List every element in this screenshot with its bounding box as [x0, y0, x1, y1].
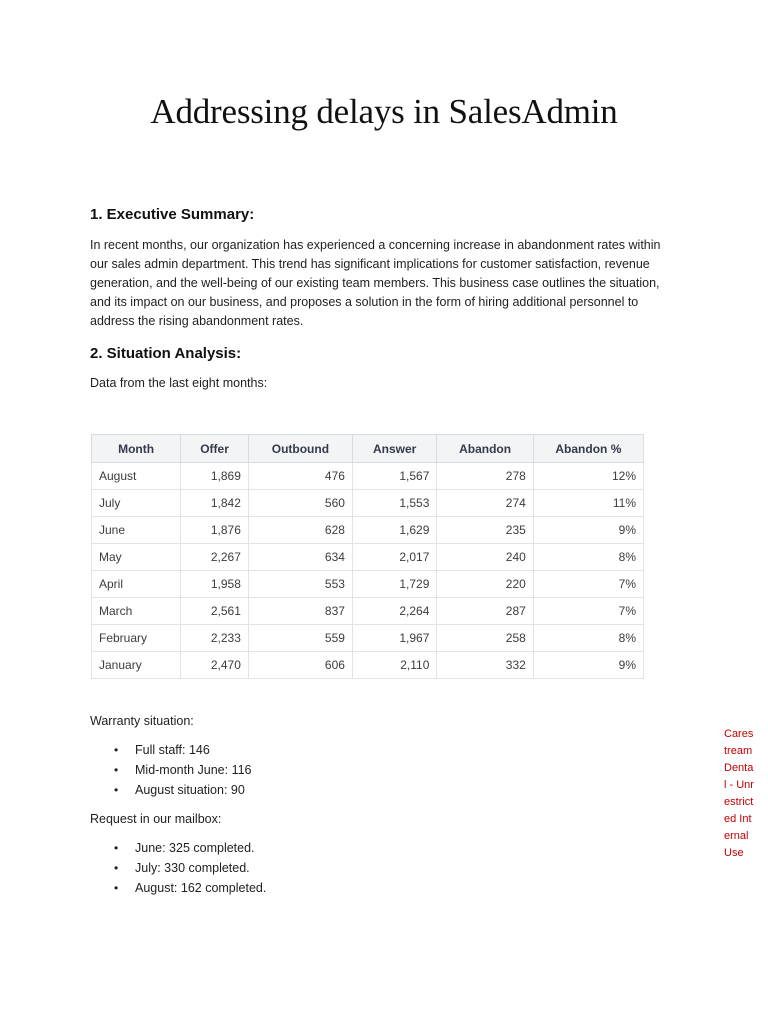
monthly-data-table	[91, 434, 644, 679]
table-cell: 7%	[533, 571, 643, 598]
bullet-icon: •	[114, 743, 119, 757]
warranty-list	[90, 740, 252, 800]
column-header-month: Month	[92, 435, 181, 463]
table-row	[92, 463, 644, 490]
table-cell: June	[92, 517, 181, 544]
warranty-item: Mid-month June: 116	[135, 763, 252, 777]
table-row	[92, 490, 644, 517]
table-cell: 2,233	[181, 625, 249, 652]
table-cell: 12%	[533, 463, 643, 490]
list-item	[90, 878, 266, 898]
table-cell: April	[92, 571, 181, 598]
bullet-icon: •	[114, 763, 119, 777]
table-cell: 9%	[533, 652, 643, 679]
table-cell: 220	[437, 571, 533, 598]
table-cell: 1,876	[181, 517, 249, 544]
list-item	[90, 760, 252, 780]
summary-line: our sales admin department. This trend has significant implications for customer satisfaction, revenue	[90, 257, 650, 271]
table-row	[92, 517, 644, 544]
table-cell: 559	[248, 625, 352, 652]
table-cell: 240	[437, 544, 533, 571]
table-cell: 287	[437, 598, 533, 625]
table-row	[92, 625, 644, 652]
table-cell: 7%	[533, 598, 643, 625]
table-cell: 1,842	[181, 490, 249, 517]
table-cell: 2,267	[181, 544, 249, 571]
table-cell: January	[92, 652, 181, 679]
table-cell: 8%	[533, 544, 643, 571]
table-body	[92, 463, 644, 679]
table-cell: 235	[437, 517, 533, 544]
warranty-label: Warranty situation:	[90, 714, 194, 728]
table-cell: 1,729	[352, 571, 436, 598]
mailbox-label: Request in our mailbox:	[90, 812, 222, 826]
table-cell: 628	[248, 517, 352, 544]
warranty-item: August situation: 90	[135, 783, 245, 797]
table-cell: 634	[248, 544, 352, 571]
table-cell: 278	[437, 463, 533, 490]
table-row	[92, 571, 644, 598]
bullet-icon: •	[114, 841, 119, 855]
bullet-icon: •	[114, 861, 119, 875]
executive-summary-body	[90, 236, 680, 331]
table-cell: 332	[437, 652, 533, 679]
table-cell: May	[92, 544, 181, 571]
table-header-row	[92, 435, 644, 463]
table-cell: 9%	[533, 517, 643, 544]
column-header-offer: Offer	[181, 435, 249, 463]
table-cell: March	[92, 598, 181, 625]
list-item	[90, 780, 252, 800]
table-cell: 2,017	[352, 544, 436, 571]
table-cell: 2,264	[352, 598, 436, 625]
warranty-item: Full staff: 146	[135, 743, 210, 757]
summary-line: and its impact on our business, and proposes a solution in the form of hiring additional personnel to	[90, 295, 639, 309]
table-row	[92, 544, 644, 571]
table-cell: 2,561	[181, 598, 249, 625]
situation-analysis-heading: 2. Situation Analysis:	[90, 345, 242, 362]
table-cell: 476	[248, 463, 352, 490]
table-cell: 1,967	[352, 625, 436, 652]
classification-label: Carestream Dental - Unrestricted Internal Use	[724, 728, 754, 859]
table-cell: 1,629	[352, 517, 436, 544]
table-cell: 1,553	[352, 490, 436, 517]
table-cell: 606	[248, 652, 352, 679]
mailbox-item: June: 325 completed.	[135, 841, 255, 855]
table-cell: 8%	[533, 625, 643, 652]
list-item	[90, 858, 266, 878]
situation-intro: Data from the last eight months:	[90, 376, 268, 390]
table-cell: 274	[437, 490, 533, 517]
table-row	[92, 598, 644, 625]
table-cell: 837	[248, 598, 352, 625]
table-cell: 11%	[533, 490, 643, 517]
column-header-outbound: Outbound	[248, 435, 352, 463]
summary-line: address the rising abandonment rates.	[90, 314, 304, 328]
table-cell: 1,958	[181, 571, 249, 598]
table-cell: February	[92, 625, 181, 652]
column-header-answer: Answer	[352, 435, 436, 463]
executive-summary-heading: 1. Executive Summary:	[90, 206, 255, 223]
table-cell: 258	[437, 625, 533, 652]
column-header-abandon: Abandon	[437, 435, 533, 463]
column-header-abandon-percent: Abandon %	[533, 435, 643, 463]
bullet-icon: •	[114, 783, 119, 797]
table-cell: August	[92, 463, 181, 490]
table-cell: 1,869	[181, 463, 249, 490]
table-cell: 1,567	[352, 463, 436, 490]
mailbox-item: August: 162 completed.	[135, 881, 267, 895]
table-cell: July	[92, 490, 181, 517]
page-title: Addressing delays in SalesAdmin	[150, 92, 618, 131]
mailbox-list	[90, 838, 266, 898]
table-cell: 553	[248, 571, 352, 598]
table-cell: 2,110	[352, 652, 436, 679]
summary-line: generation, and the well-being of our existing team members. This business case outlines the situation,	[90, 276, 660, 290]
list-item	[90, 838, 266, 858]
bullet-icon: •	[114, 881, 119, 895]
table-cell: 560	[248, 490, 352, 517]
table-cell: 2,470	[181, 652, 249, 679]
table-row	[92, 652, 644, 679]
summary-line: In recent months, our organization has experienced a concerning increase in abandonment rates within	[90, 238, 661, 252]
list-item	[90, 740, 252, 760]
mailbox-item: July: 330 completed.	[135, 861, 250, 875]
